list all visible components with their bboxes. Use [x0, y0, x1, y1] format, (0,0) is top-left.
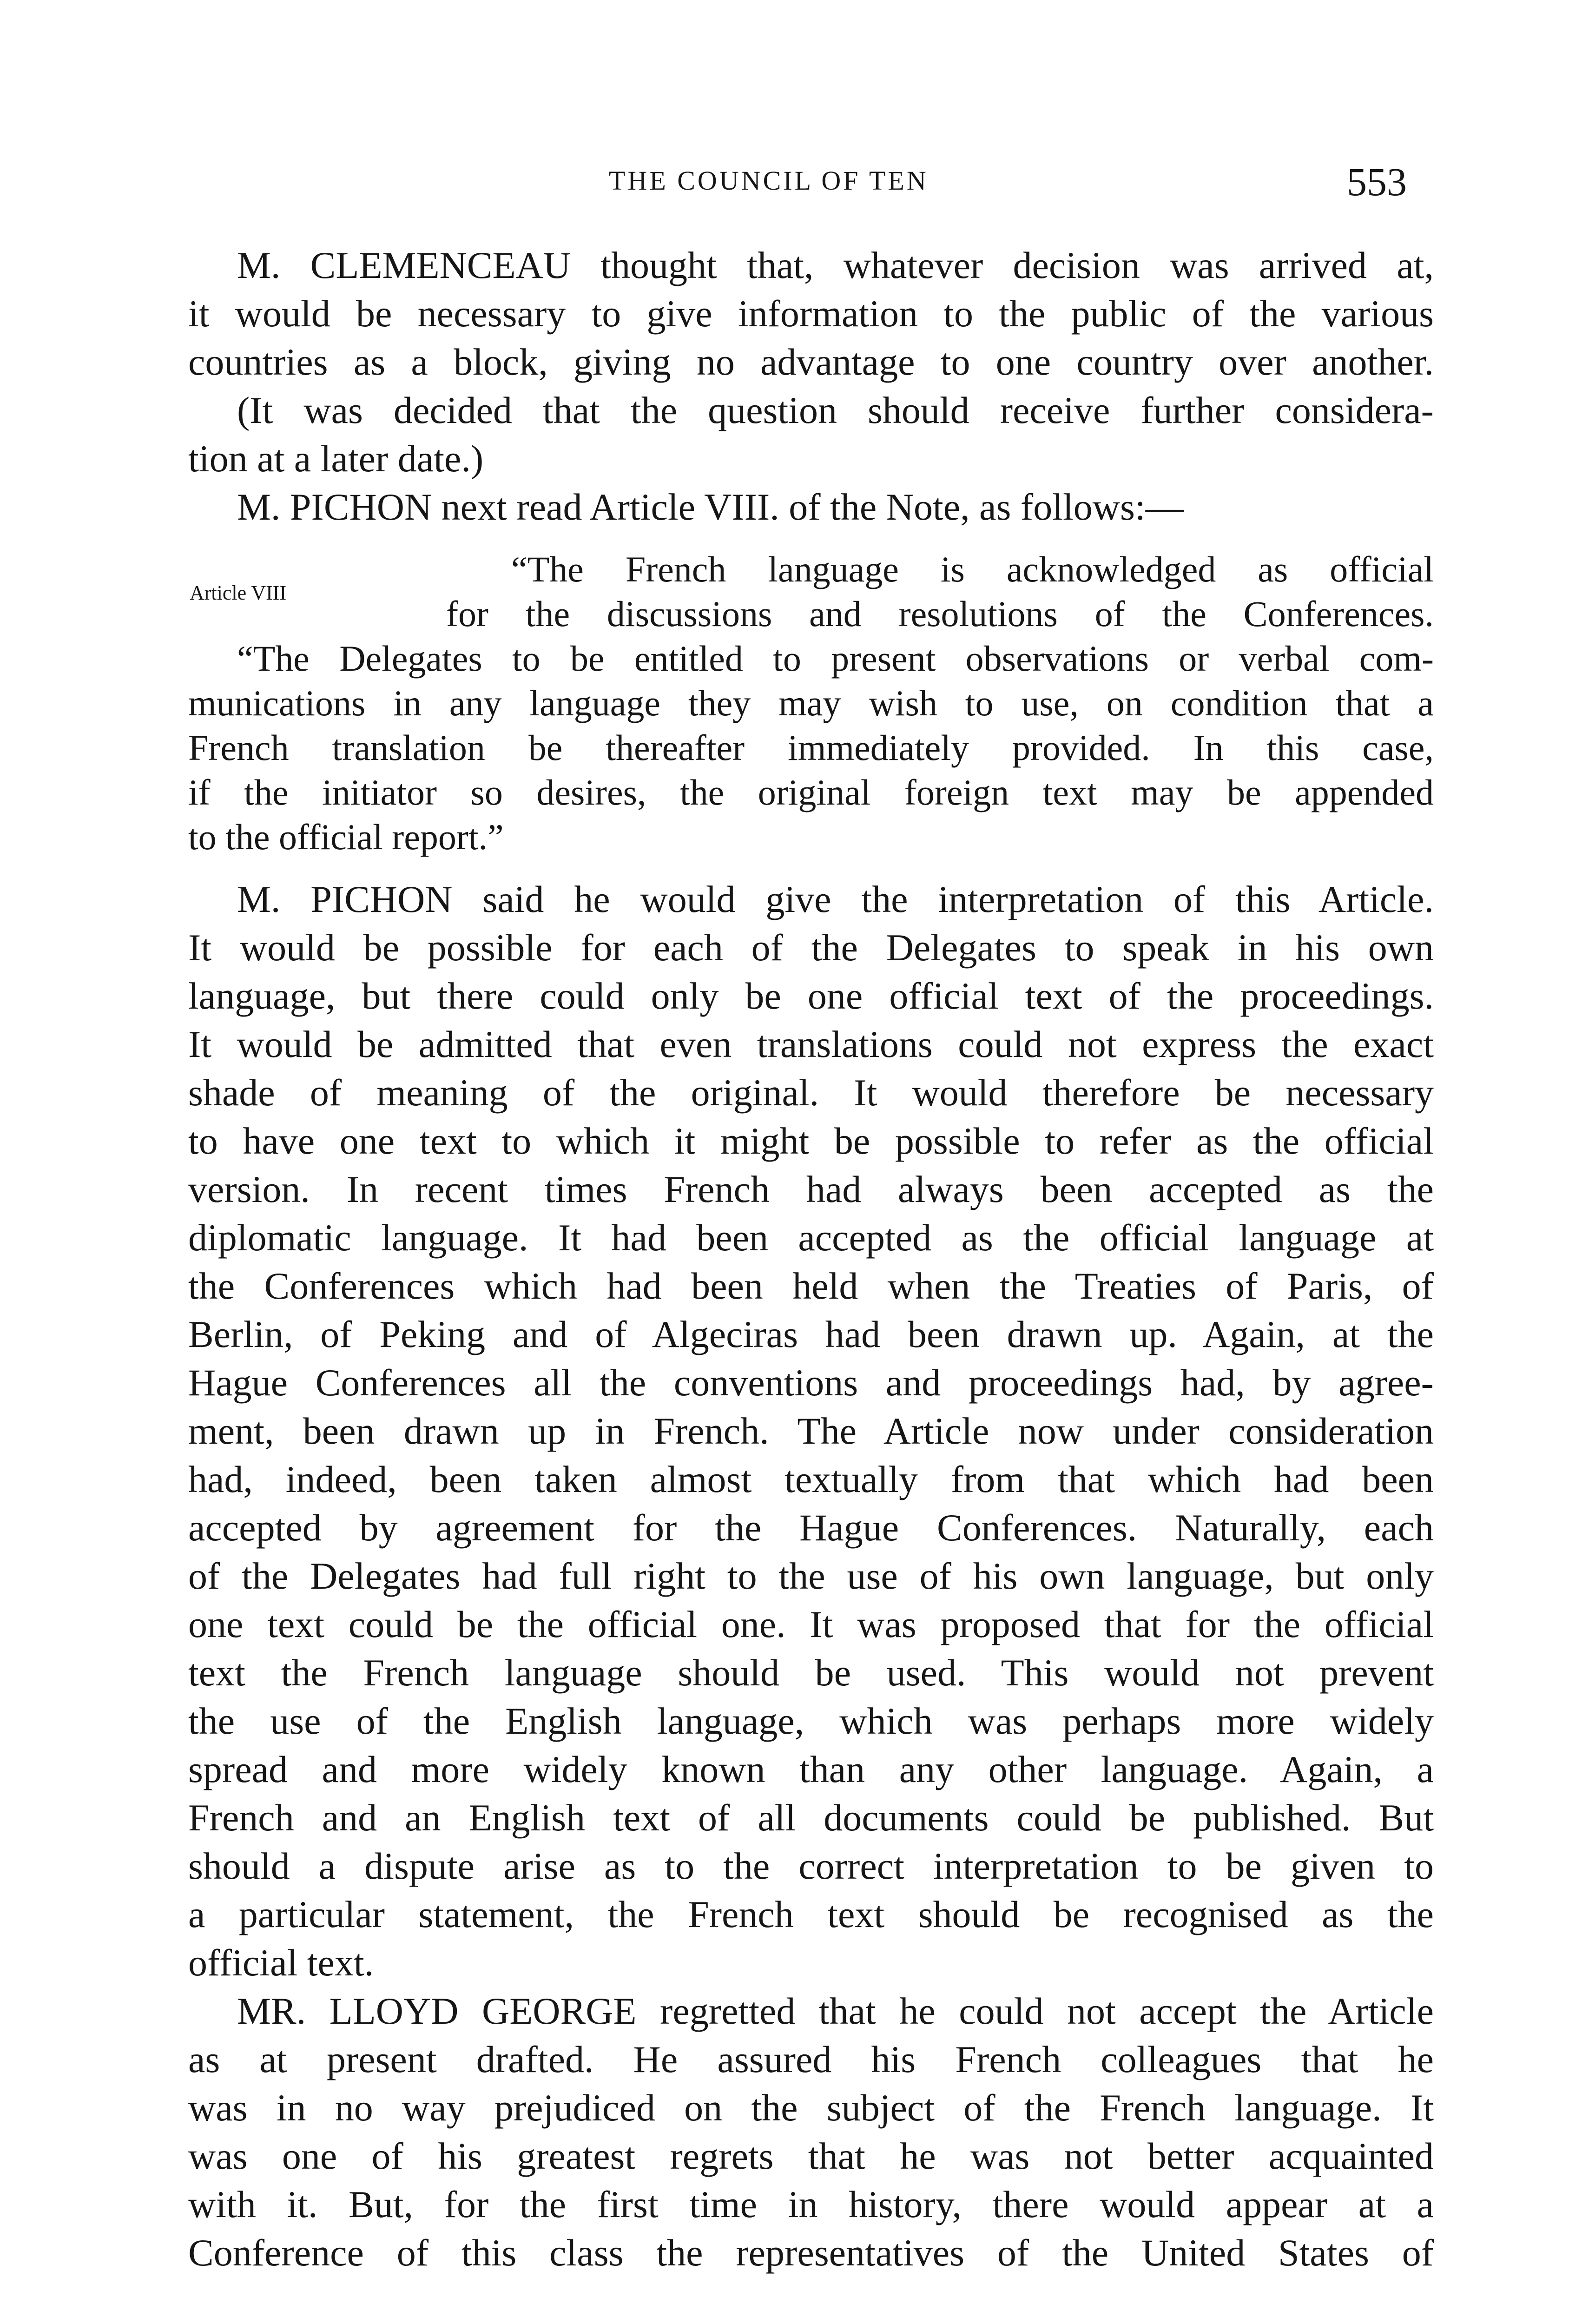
quote-line: “The Delegates to be entitled to present observations or verbal com-: [237, 638, 1434, 679]
quote-line: “The French language is acknowledged as official: [511, 549, 1434, 589]
text-line: M. CLEMENCEAU thought that, whatever decision was arrived at,: [237, 244, 1434, 286]
text-line: MR. LLOYD GEORGE regretted that he could not accept the Article: [237, 1990, 1434, 2032]
quote-line: for the discussions and resolutions of the Conferences.: [446, 594, 1434, 634]
text-line: the use of the English language, which was perhaps more widely: [188, 1700, 1434, 1742]
text-line: French and an English text of all documents could be published. But: [188, 1796, 1434, 1839]
text-line: M. PICHON next read Article VIII. of the Note, as follows:—: [237, 486, 1184, 528]
text-line: to have one text to which it might be possible to refer as the official: [188, 1120, 1434, 1162]
text-line: Berlin, of Peking and of Algeciras had been drawn up. Again, at the: [188, 1313, 1434, 1355]
text-line: version. In recent times French had always been accepted as the: [188, 1168, 1434, 1210]
text-line: had, indeed, been taken almost textually from that which had been: [188, 1458, 1434, 1500]
quote-line: French translation be thereafter immediately provided. In this case,: [188, 727, 1434, 768]
running-head: THE COUNCIL OF TEN: [609, 165, 929, 196]
text-line: it would be necessary to give information to the public of the various: [188, 292, 1434, 335]
text-line: tion at a later date.): [188, 437, 484, 480]
text-line: Conference of this class the representatives of the United States of: [188, 2232, 1434, 2274]
text-line: was in no way prejudiced on the subject of the French language. It: [188, 2086, 1434, 2129]
margin-note: Article VIII: [190, 581, 287, 604]
quote-line: if the initiator so desires, the original foreign text may be appended: [188, 772, 1434, 812]
text-line: countries as a block, giving no advantage to one country over another.: [188, 341, 1434, 383]
text-line: should a dispute arise as to the correct interpretation to be given to: [188, 1845, 1434, 1887]
text-line: a particular statement, the French text should be recognised as the: [188, 1893, 1434, 1935]
text-line: official text.: [188, 1941, 374, 1984]
text-line: It would be possible for each of the Delegates to speak in his own: [188, 926, 1434, 969]
text-line: accepted by agreement for the Hague Conferences. Naturally, each: [188, 1506, 1434, 1549]
text-line: was one of his greatest regrets that he was not better acquainted: [188, 2135, 1434, 2177]
text-line: spread and more widely known than any other language. Again, a: [188, 1748, 1434, 1790]
quote-line: munications in any language they may wish to use, on condition that a: [188, 683, 1434, 723]
text-line: text the French language should be used. This would not prevent: [188, 1651, 1434, 1694]
text-line: It would be admitted that even translations could not express the exact: [188, 1023, 1434, 1065]
text-line: ment, been drawn up in French. The Article now under consideration: [188, 1410, 1434, 1452]
text-line: of the Delegates had full right to the use of his own language, but only: [188, 1555, 1434, 1597]
text-line: shade of meaning of the original. It would therefore be necessary: [188, 1071, 1434, 1114]
text-line: (It was decided that the question should receive further considera-: [237, 389, 1434, 431]
text-line: M. PICHON said he would give the interpretation of this Article.: [237, 878, 1434, 920]
text-line: language, but there could only be one official text of the proceedings.: [188, 975, 1434, 1017]
text-line: one text could be the official one. It was proposed that for the official: [188, 1603, 1434, 1645]
page-number: 553: [1347, 159, 1407, 204]
text-line: with it. But, for the first time in history, there would appear at a: [188, 2183, 1434, 2225]
text-line: as at present drafted. He assured his French colleagues that he: [188, 2038, 1434, 2080]
text-line: diplomatic language. It had been accepted as the official language at: [188, 1216, 1434, 1259]
text-line: the Conferences which had been held when the Treaties of Paris, of: [188, 1265, 1434, 1307]
quote-line: to the official report.”: [188, 817, 504, 857]
text-line: Hague Conferences all the conventions and proceedings had, by agree-: [188, 1361, 1434, 1404]
